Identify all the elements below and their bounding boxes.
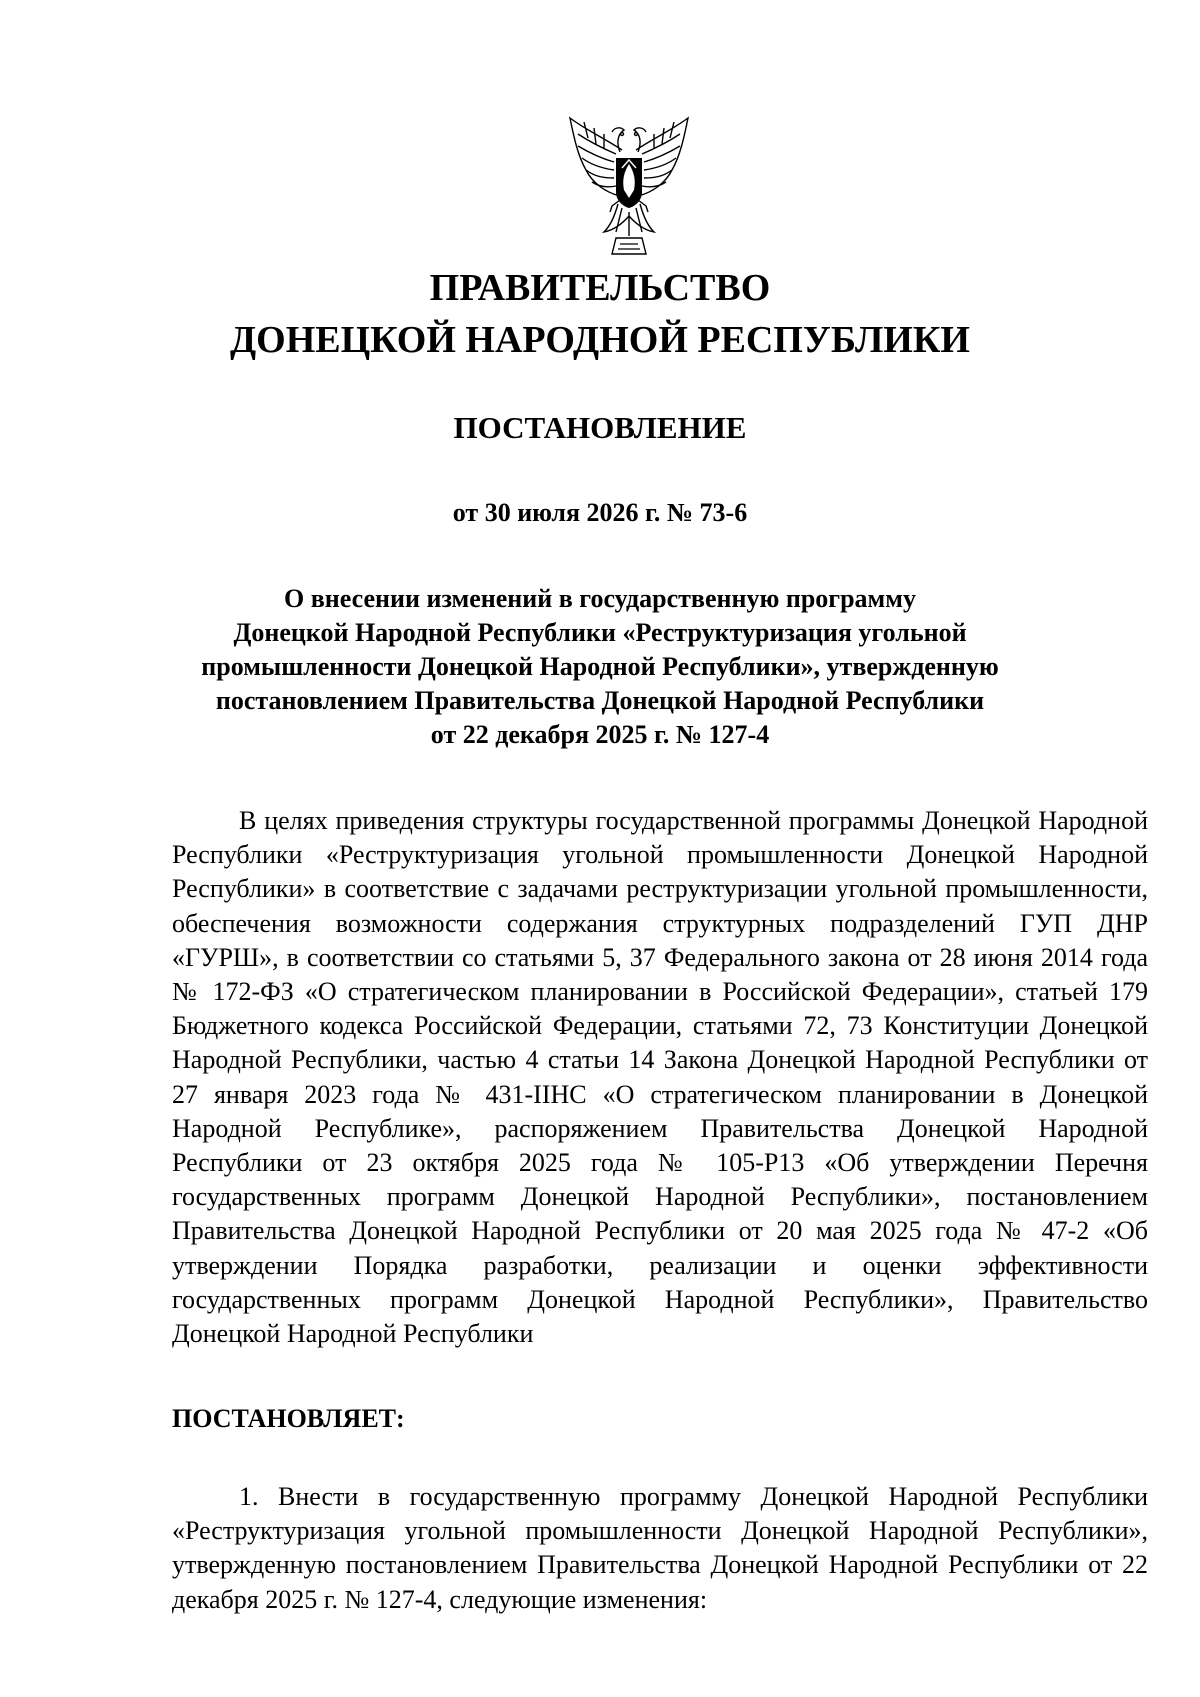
- preamble-paragraph: [172, 804, 1148, 1351]
- subject-line: Донецкой Народной Республики «Реструктуризация угольной: [233, 618, 967, 647]
- document-type: ПОСТАНОВЛЕНИЕ: [453, 410, 747, 445]
- decrees-label: ПОСТАНОВЛЯЕТ:: [172, 1404, 405, 1433]
- document-date-number: от 30 июля 2026 г. № 73-6: [452, 498, 748, 527]
- decree-item-1: [172, 1480, 1148, 1617]
- document-subject: [0, 582, 1200, 752]
- subject-line: О внесении изменений в государственную программу: [284, 584, 916, 613]
- preamble-text: В целях приведения структуры государственной программы Донецкой Народной Республики «Реструктуризация угольной промышленности Донецкой Народной Республики» в соответствие с задачами реструктуризации угольной промышленности, обеспечения возможности содержания структурных подразделений ГУП ДНР «ГУРШ», в соответствии со статьями 5, 37 Федерального закона от 28 июня 2014 года № 172-ФЗ «О стратегическом планировании в Российской Федерации», статьей 179 Бюджетного кодекса Российской Федерации, статьями 72, 73 Конституции Донецкой Народной Республики, частью 4 статьи 14 Закона Донецкой Народной Республики от 27 января 2023 года № 431-IIНС «О стратегическом планировании в Донецкой Народной Республике», распоряжением Правительства Донецкой Народной Республики от 23 октября 2025 года № 105-Р13 «Об утверждении Перечня государственных программ Донецкой Народной Республики», постановлением Правительства Донецкой Народной Республики от 20 мая 2025 года № 47-2 «Об утверждении Порядка разработки, реализации и оценки эффективности государственных программ Донецкой Народной Республики», Правительство Донецкой Народной Республики: [172, 806, 1148, 1349]
- authority-line-1: ПРАВИТЕЛЬСТВО: [429, 267, 771, 309]
- coat-of-arms-icon: [564, 108, 694, 256]
- subject-line: постановлением Правительства Донецкой Народной Республики: [215, 686, 985, 715]
- decree-item-1-text: 1. Внести в государственную программу Донецкой Народной Республики «Реструктуризация угольной промышленности Донецкой Народной Республики», утвержденную постановлением Правительства Донецкой Народной Республики от 22 декабря 2025 г. № 127-4, следующие изменения:: [172, 1482, 1148, 1614]
- authority-name: [0, 262, 1200, 366]
- subject-line: от 22 декабря 2025 г. № 127-4: [430, 720, 770, 749]
- authority-line-2: ДОНЕЦКОЙ НАРОДНОЙ РЕСПУБЛИКИ: [230, 319, 970, 361]
- subject-line: промышленности Донецкой Народной Республики», утвержденную: [201, 652, 999, 681]
